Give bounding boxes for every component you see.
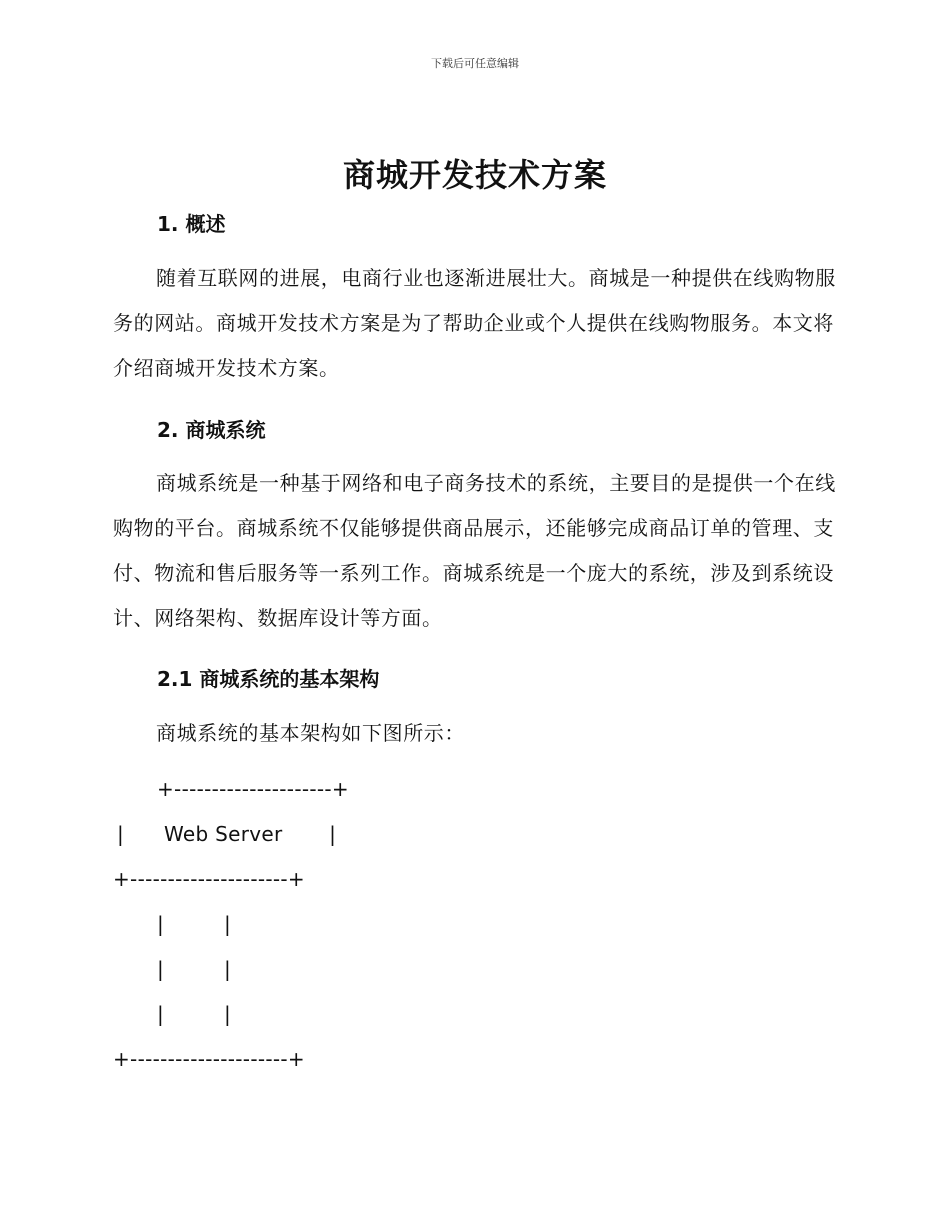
- section-heading-mall-system: 2. 商城系统: [157, 418, 266, 442]
- diagram-line: | |: [157, 1002, 231, 1026]
- diagram-line: +---------------------+: [113, 1047, 305, 1071]
- diagram-line: +---------------------+: [157, 777, 349, 801]
- section-paragraph-mall-system: 商城系统是一种基于网络和电子商务技术的系统，主要目的是提供一个在线购物的平台。商城系统不仅能够提供商品展示，还能够完成商品订单的管理、支付、物流和售后服务等一系列工作。商城系统是一个庞大的系统，涉及到系统设计、网络架构、数据库设计等方面。: [113, 471, 836, 630]
- diagram-line: | |: [157, 912, 231, 936]
- section-paragraph-overview: 随着互联网的进展，电商行业也逐渐进展壮大。商城是一种提供在线购物服务的网站。商城开发技术方案是为了帮助企业或个人提供在线购物服务。本文将介绍商城开发技术方案。: [113, 266, 836, 380]
- document-title: 商城开发技术方案: [342, 156, 607, 194]
- diagram-line: +---------------------+: [113, 867, 305, 891]
- section-heading-basic-architecture: 2.1 商城系统的基本架构: [157, 667, 380, 691]
- diagram-line: | |: [157, 957, 231, 981]
- diagram-line: | Web Server |: [117, 822, 337, 846]
- page-header-note: 下载后可任意编辑: [431, 57, 519, 70]
- section-intro-basic-architecture: 商城系统的基本架构如下图所示：: [156, 721, 465, 745]
- section-heading-overview: 1. 概述: [157, 212, 226, 236]
